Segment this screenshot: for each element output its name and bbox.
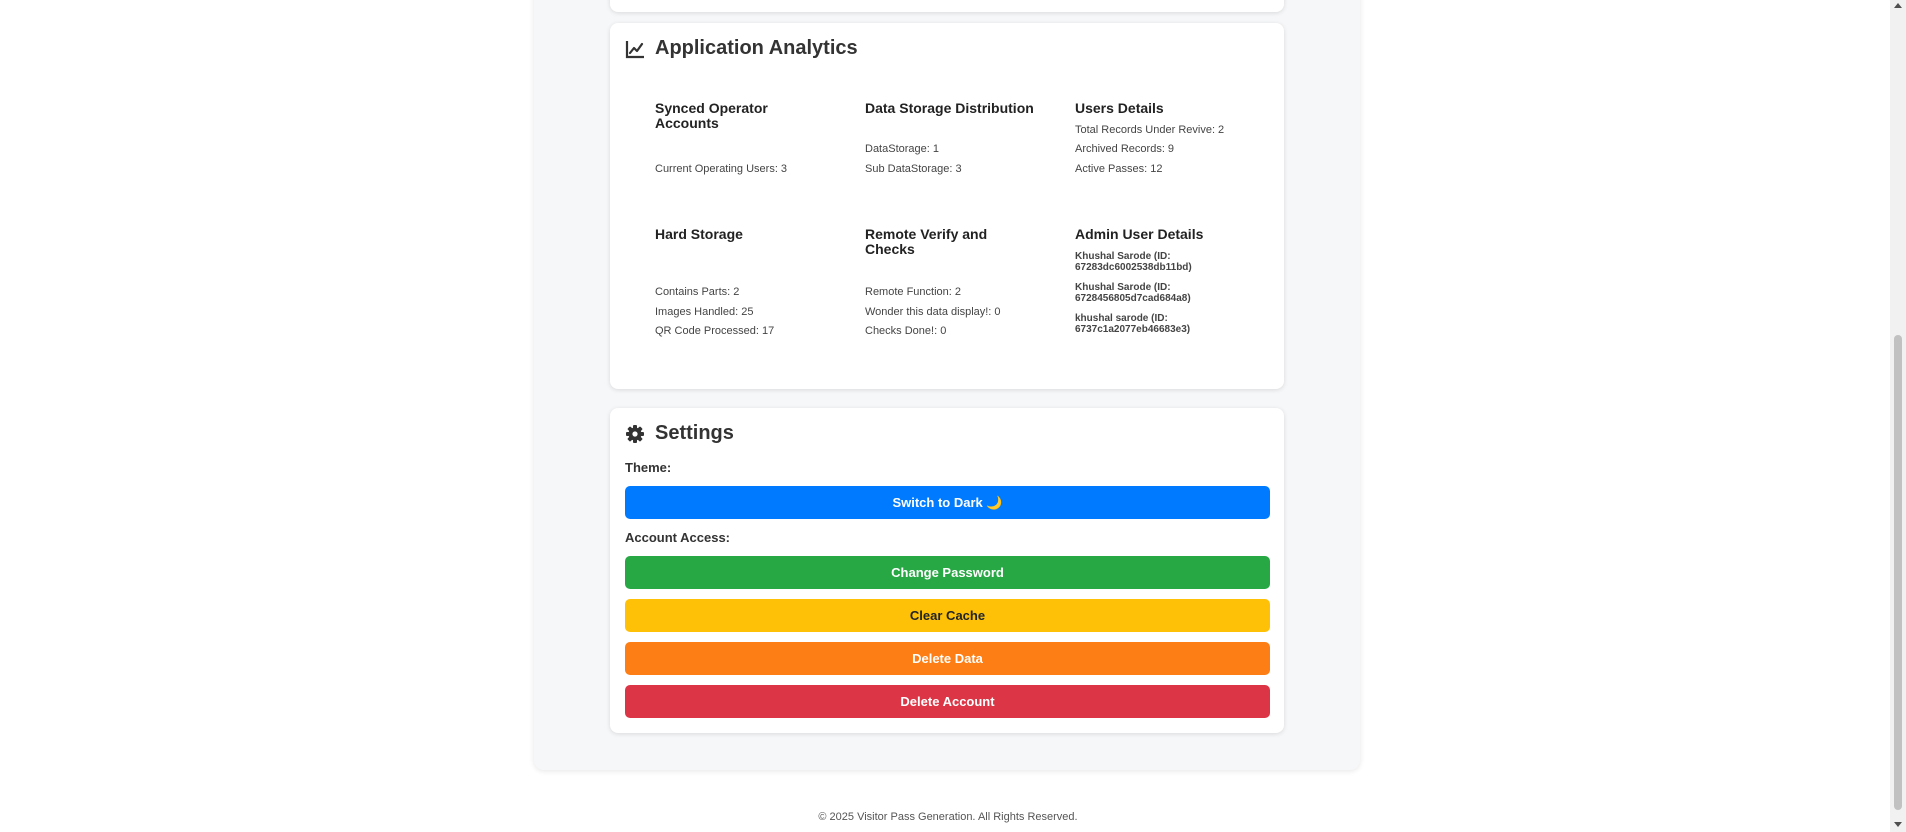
theme-label: Theme: xyxy=(625,460,672,475)
sub-data-storage-stat: Sub DataStorage: 3 xyxy=(865,163,962,175)
contains-parts-stat: Contains Parts: 2 xyxy=(655,286,740,298)
remote-verify-section xyxy=(865,227,1000,257)
previous-card xyxy=(610,0,1284,12)
hard-storage-heading: Hard Storage xyxy=(655,226,743,242)
wonder-display-stat: Wonder this data display!: 0 xyxy=(865,306,1001,318)
settings-title: Settings xyxy=(655,422,734,444)
admin-user-entry: Khushal Sarode (ID: 6728456805d7cad684a8) xyxy=(1075,282,1191,304)
images-handled-stat: Images Handled: 25 xyxy=(655,306,754,318)
admin-user-entry: khushal sarode (ID: 6737c1a2077eb46683e3) xyxy=(1075,313,1191,335)
current-users-stat: Current Operating Users: 3 xyxy=(655,163,788,175)
account-access-label: Account Access: xyxy=(625,530,730,545)
settings-card xyxy=(610,408,1284,733)
total-records-stat: Total Records Under Revive: 2 xyxy=(1075,124,1225,136)
analytics-header xyxy=(625,37,858,60)
footer-copyright: © 2025 Visitor Pass Generation. All Rights Reserved. xyxy=(818,811,1078,823)
clear-cache-button[interactable]: Clear Cache xyxy=(625,599,1270,632)
data-storage-heading: Data Storage Distribution xyxy=(865,100,1034,116)
archived-records-stat: Archived Records: 9 xyxy=(1075,143,1175,155)
data-storage-stat: DataStorage: 1 xyxy=(865,143,939,155)
analytics-title: Application Analytics xyxy=(655,37,858,59)
line-chart-icon xyxy=(625,39,645,59)
users-details-heading: Users Details xyxy=(1075,100,1164,116)
admin-details-section xyxy=(1075,227,1245,242)
vertical-scrollbar[interactable] xyxy=(1890,0,1906,832)
admin-user-entry: Khushal Sarode (ID: 67283dc6002538db11bd) xyxy=(1075,251,1192,273)
synced-accounts-section xyxy=(655,101,790,131)
hard-storage-section xyxy=(655,227,825,242)
analytics-card xyxy=(610,23,1284,389)
scrollbar-thumb[interactable] xyxy=(1894,335,1902,810)
synced-accounts-heading: Synced Operator Accounts xyxy=(655,100,768,131)
delete-data-button[interactable]: Delete Data xyxy=(625,642,1270,675)
remote-verify-heading: Remote Verify and Checks xyxy=(865,226,988,257)
checks-done-stat: Checks Done!: 0 xyxy=(865,325,947,337)
scroll-down-arrow-icon[interactable] xyxy=(1894,822,1902,827)
change-password-button[interactable]: Change Password xyxy=(625,556,1270,589)
gear-icon xyxy=(625,424,645,444)
data-storage-section xyxy=(865,101,1035,116)
scroll-up-arrow-icon[interactable] xyxy=(1894,3,1902,8)
switch-theme-button[interactable]: Switch to Dark 🌙 xyxy=(625,486,1270,519)
delete-account-button[interactable]: Delete Account xyxy=(625,685,1270,718)
settings-header xyxy=(625,422,734,445)
remote-function-stat: Remote Function: 2 xyxy=(865,286,961,298)
active-passes-stat: Active Passes: 12 xyxy=(1075,163,1163,175)
users-details-section xyxy=(1075,101,1245,116)
qr-processed-stat: QR Code Processed: 17 xyxy=(655,325,775,337)
admin-details-heading: Admin User Details xyxy=(1075,226,1204,242)
